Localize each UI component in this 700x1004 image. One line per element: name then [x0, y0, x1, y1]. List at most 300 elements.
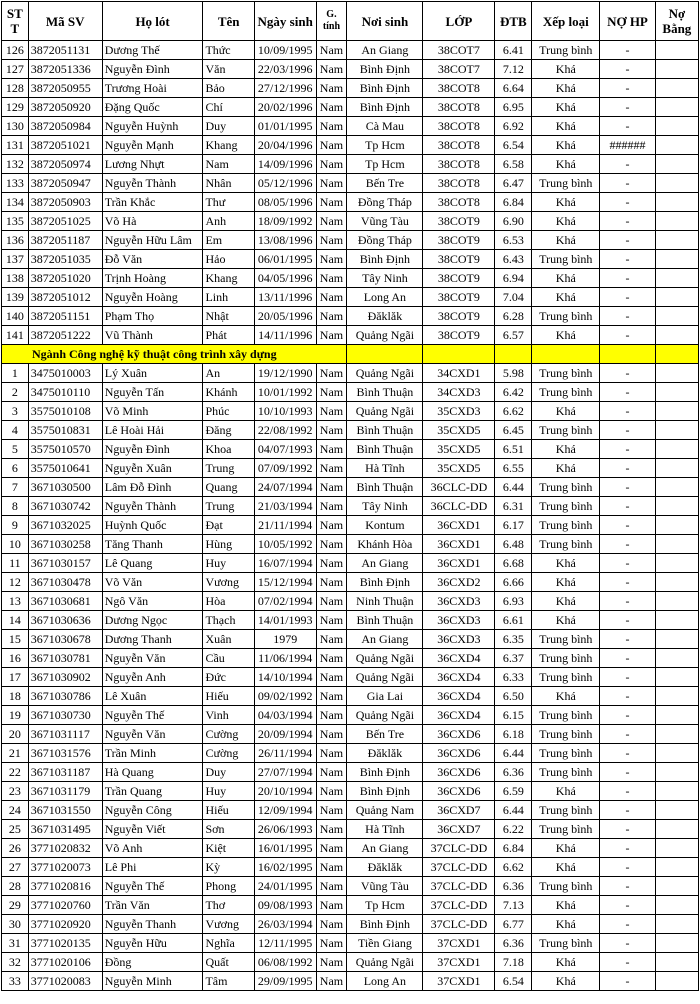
- cell-ho-lot: Lê Hoài Hải: [102, 421, 203, 440]
- table-row: [2, 972, 699, 991]
- cell-ten: Thức: [203, 41, 254, 60]
- cell-ngay-sinh: 20/04/1996: [254, 136, 316, 155]
- cell-ngay-sinh: 09/02/1992: [254, 687, 316, 706]
- cell-ngay-sinh: 20/10/1994: [254, 782, 316, 801]
- cell-no-hp: -: [600, 231, 656, 250]
- cell-stt: 28: [2, 877, 29, 896]
- cell-noi-sinh: Bình Định: [347, 915, 423, 934]
- cell-ho-lot: Đỗ Văn: [102, 250, 203, 269]
- cell-ten: Hòa: [203, 592, 254, 611]
- cell-ho-lot: Nguyễn Đình: [102, 440, 203, 459]
- cell-noi-sinh: Khánh Hòa: [347, 535, 423, 554]
- cell-ten: Nam: [203, 155, 254, 174]
- cell-dtb: 6.45: [495, 421, 532, 440]
- cell-lop: 36CXD6: [423, 725, 495, 744]
- cell-no-bang: [655, 269, 698, 288]
- cell-no-bang: [655, 972, 698, 991]
- cell-ten: Linh: [203, 288, 254, 307]
- table-row: [2, 497, 699, 516]
- table-row: [2, 231, 699, 250]
- cell-dtb: 7.12: [495, 60, 532, 79]
- cell-noi-sinh: An Giang: [347, 554, 423, 573]
- cell-lop: 37CXD1: [423, 934, 495, 953]
- cell-lop: 36CXD6: [423, 763, 495, 782]
- cell-no-bang: [655, 877, 698, 896]
- cell-no-bang: [655, 744, 698, 763]
- cell-ngay-sinh: 27/07/1994: [254, 763, 316, 782]
- cell-ma-sv: 3671030902: [28, 668, 102, 687]
- cell-no-bang: [655, 79, 698, 98]
- cell-lop: 36CLC-DD: [423, 478, 495, 497]
- cell-xep-loai: Trung bình: [532, 478, 600, 497]
- header-ma-sv: Mã SV: [28, 2, 102, 41]
- cell-lop: 38COT8: [423, 79, 495, 98]
- cell-lop: 34CXD3: [423, 383, 495, 402]
- cell-stt: 138: [2, 269, 29, 288]
- cell-no-bang: [655, 326, 698, 345]
- table-row: [2, 117, 699, 136]
- cell-no-hp: -: [600, 440, 656, 459]
- table-row: [2, 364, 699, 383]
- cell-ho-lot: Nguyễn Văn: [102, 649, 203, 668]
- cell-noi-sinh: Tây Ninh: [347, 497, 423, 516]
- cell-xep-loai: Khá: [532, 459, 600, 478]
- cell-noi-sinh: Long An: [347, 288, 423, 307]
- cell-ma-sv: 3872051151: [28, 307, 102, 326]
- cell-dtb: 6.84: [495, 839, 532, 858]
- cell-ma-sv: 3771020760: [28, 896, 102, 915]
- cell-xep-loai: Khá: [532, 98, 600, 117]
- cell-ho-lot: Nguyễn Viết: [102, 820, 203, 839]
- cell-ngay-sinh: 15/12/1994: [254, 573, 316, 592]
- cell-noi-sinh: Bình Thuận: [347, 611, 423, 630]
- cell-stt: 24: [2, 801, 29, 820]
- cell-no-bang: [655, 611, 698, 630]
- cell-ho-lot: Nguyễn Mạnh: [102, 136, 203, 155]
- cell-lop: 35CXD5: [423, 459, 495, 478]
- table-body-top: [2, 41, 699, 345]
- cell-dtb: 6.62: [495, 402, 532, 421]
- cell-ngay-sinh: 10/10/1993: [254, 402, 316, 421]
- header-dtb: ĐTB: [495, 2, 532, 41]
- student-table: [1, 1, 699, 991]
- table-row: [2, 421, 699, 440]
- table-row: [2, 611, 699, 630]
- cell-ma-sv: 3771020920: [28, 915, 102, 934]
- cell-ho-lot: Võ Minh: [102, 402, 203, 421]
- cell-dtb: 6.47: [495, 174, 532, 193]
- cell-dtb: 6.35: [495, 630, 532, 649]
- cell-xep-loai: Khá: [532, 326, 600, 345]
- cell-stt: 5: [2, 440, 29, 459]
- cell-noi-sinh: Bình Thuận: [347, 478, 423, 497]
- cell-gioi-tinh: Nam: [316, 497, 347, 516]
- cell-ma-sv: 3475010003: [28, 364, 102, 383]
- cell-dtb: 6.59: [495, 782, 532, 801]
- cell-gioi-tinh: Nam: [316, 611, 347, 630]
- table-row: [2, 801, 699, 820]
- cell-ten: Văn: [203, 60, 254, 79]
- cell-no-bang: [655, 117, 698, 136]
- cell-no-hp: -: [600, 877, 656, 896]
- cell-ho-lot: Nguyễn Minh: [102, 972, 203, 991]
- cell-ho-lot: Nguyễn Thế: [102, 706, 203, 725]
- cell-xep-loai: Khá: [532, 155, 600, 174]
- cell-gioi-tinh: Nam: [316, 383, 347, 402]
- cell-xep-loai: Trung bình: [532, 307, 600, 326]
- cell-ten: Khang: [203, 269, 254, 288]
- cell-ngay-sinh: 10/05/1992: [254, 535, 316, 554]
- cell-no-hp: -: [600, 41, 656, 60]
- cell-noi-sinh: Bến Tre: [347, 174, 423, 193]
- cell-no-bang: [655, 915, 698, 934]
- cell-ho-lot: Dương Thanh: [102, 630, 203, 649]
- cell-noi-sinh: Bình Định: [347, 79, 423, 98]
- cell-ten: Cường: [203, 744, 254, 763]
- cell-no-hp: -: [600, 782, 656, 801]
- cell-noi-sinh: Hà Tĩnh: [347, 459, 423, 478]
- table-row: [2, 478, 699, 497]
- cell-ho-lot: Lê Xuân: [102, 687, 203, 706]
- cell-no-bang: [655, 383, 698, 402]
- cell-ma-sv: 3771020083: [28, 972, 102, 991]
- cell-ma-sv: 3671030157: [28, 554, 102, 573]
- cell-ho-lot: Vũ Thành: [102, 326, 203, 345]
- cell-dtb: 6.17: [495, 516, 532, 535]
- cell-no-hp: -: [600, 630, 656, 649]
- cell-ho-lot: Nguyễn Hữu: [102, 934, 203, 953]
- cell-gioi-tinh: Nam: [316, 212, 347, 231]
- cell-ten: Cường: [203, 725, 254, 744]
- cell-noi-sinh: Kontum: [347, 516, 423, 535]
- cell-stt: 17: [2, 668, 29, 687]
- cell-stt: 131: [2, 136, 29, 155]
- cell-stt: 139: [2, 288, 29, 307]
- cell-no-bang: [655, 307, 698, 326]
- cell-noi-sinh: Bình Định: [347, 98, 423, 117]
- table-row: [2, 573, 699, 592]
- table-row: [2, 687, 699, 706]
- cell-stt: 29: [2, 896, 29, 915]
- cell-ngay-sinh: 22/08/1992: [254, 421, 316, 440]
- cell-ma-sv: 3771020135: [28, 934, 102, 953]
- cell-ho-lot: Lê Quang: [102, 554, 203, 573]
- cell-no-bang: [655, 364, 698, 383]
- cell-no-bang: [655, 535, 698, 554]
- cell-ngay-sinh: 26/11/1994: [254, 744, 316, 763]
- cell-dtb: 6.15: [495, 706, 532, 725]
- cell-no-bang: [655, 459, 698, 478]
- cell-noi-sinh: Quảng Ngãi: [347, 364, 423, 383]
- table-row: [2, 839, 699, 858]
- cell-ma-sv: 3671030258: [28, 535, 102, 554]
- cell-no-bang: [655, 402, 698, 421]
- cell-stt: 8: [2, 497, 29, 516]
- cell-dtb: 6.84: [495, 193, 532, 212]
- table-row: [2, 877, 699, 896]
- header-no-bang: Nợ Bằng: [655, 2, 698, 41]
- cell-ho-lot: Đặng Quốc: [102, 98, 203, 117]
- cell-gioi-tinh: Nam: [316, 744, 347, 763]
- cell-ma-sv: 3671030786: [28, 687, 102, 706]
- header-no-hp: NỢ HP: [600, 2, 656, 41]
- cell-ma-sv: 3872051131: [28, 41, 102, 60]
- cell-dtb: 6.18: [495, 725, 532, 744]
- cell-lop: 37CLC-DD: [423, 915, 495, 934]
- cell-ten: Nghĩa: [203, 934, 254, 953]
- cell-ten: Vinh: [203, 706, 254, 725]
- cell-gioi-tinh: Nam: [316, 41, 347, 60]
- cell-ma-sv: 3671030781: [28, 649, 102, 668]
- cell-ten: Kiệt: [203, 839, 254, 858]
- cell-ten: Duy: [203, 763, 254, 782]
- cell-lop: 35CXD5: [423, 440, 495, 459]
- cell-gioi-tinh: Nam: [316, 801, 347, 820]
- cell-ho-lot: Nguyễn Thành: [102, 174, 203, 193]
- table-row: [2, 79, 699, 98]
- cell-ma-sv: 3671031187: [28, 763, 102, 782]
- cell-stt: 9: [2, 516, 29, 535]
- cell-ma-sv: 3671030500: [28, 478, 102, 497]
- cell-lop: 36CXD2: [423, 573, 495, 592]
- section-header-row: [2, 345, 699, 364]
- cell-ten: Cầu: [203, 649, 254, 668]
- cell-no-hp: -: [600, 497, 656, 516]
- cell-xep-loai: Trung bình: [532, 725, 600, 744]
- cell-stt: 27: [2, 858, 29, 877]
- cell-no-bang: [655, 193, 698, 212]
- cell-stt: 13: [2, 592, 29, 611]
- cell-dtb: 6.95: [495, 98, 532, 117]
- cell-no-bang: [655, 630, 698, 649]
- table-row: [2, 782, 699, 801]
- table-row: [2, 269, 699, 288]
- cell-dtb: 6.22: [495, 820, 532, 839]
- cell-lop: 38COT8: [423, 136, 495, 155]
- cell-no-hp: -: [600, 858, 656, 877]
- section-cell-no-hp: [600, 345, 656, 364]
- table-row: [2, 440, 699, 459]
- cell-gioi-tinh: Nam: [316, 934, 347, 953]
- cell-ma-sv: 3575010641: [28, 459, 102, 478]
- cell-no-bang: [655, 839, 698, 858]
- cell-dtb: 7.13: [495, 896, 532, 915]
- cell-stt: 15: [2, 630, 29, 649]
- cell-lop: 38COT9: [423, 326, 495, 345]
- cell-lop: 35CXD5: [423, 421, 495, 440]
- cell-gioi-tinh: Nam: [316, 440, 347, 459]
- cell-no-bang: [655, 155, 698, 174]
- cell-xep-loai: Khá: [532, 782, 600, 801]
- cell-no-hp: -: [600, 421, 656, 440]
- table-row: [2, 402, 699, 421]
- cell-stt: 30: [2, 915, 29, 934]
- cell-ten: Khang: [203, 136, 254, 155]
- cell-stt: 133: [2, 174, 29, 193]
- table-row: [2, 953, 699, 972]
- cell-lop: 34CXD1: [423, 364, 495, 383]
- cell-no-bang: [655, 421, 698, 440]
- cell-ma-sv: 3872050920: [28, 98, 102, 117]
- cell-lop: 37CLC-DD: [423, 896, 495, 915]
- cell-no-hp: -: [600, 516, 656, 535]
- cell-no-hp: -: [600, 402, 656, 421]
- cell-no-bang: [655, 668, 698, 687]
- cell-no-hp: -: [600, 193, 656, 212]
- cell-xep-loai: Trung bình: [532, 649, 600, 668]
- cell-ngay-sinh: 24/01/1995: [254, 877, 316, 896]
- cell-xep-loai: Trung bình: [532, 630, 600, 649]
- cell-no-hp: -: [600, 611, 656, 630]
- cell-no-hp: -: [600, 668, 656, 687]
- cell-dtb: 6.68: [495, 554, 532, 573]
- cell-lop: 36CXD7: [423, 801, 495, 820]
- cell-xep-loai: Khá: [532, 402, 600, 421]
- cell-stt: 32: [2, 953, 29, 972]
- cell-noi-sinh: Bình Thuận: [347, 383, 423, 402]
- cell-lop: 36CXD4: [423, 668, 495, 687]
- header-gioi-tinh: G. tính: [316, 2, 347, 41]
- cell-noi-sinh: Ninh Thuận: [347, 592, 423, 611]
- table-row: [2, 288, 699, 307]
- cell-gioi-tinh: Nam: [316, 668, 347, 687]
- cell-ten: Phong: [203, 877, 254, 896]
- cell-no-bang: [655, 440, 698, 459]
- cell-dtb: 6.36: [495, 934, 532, 953]
- cell-ma-sv: 3575010831: [28, 421, 102, 440]
- cell-dtb: 6.36: [495, 763, 532, 782]
- cell-dtb: 7.04: [495, 288, 532, 307]
- cell-ngay-sinh: 16/07/1994: [254, 554, 316, 573]
- cell-ngay-sinh: 26/03/1994: [254, 915, 316, 934]
- cell-dtb: 5.98: [495, 364, 532, 383]
- cell-ho-lot: Nguyễn Thành: [102, 497, 203, 516]
- cell-ho-lot: Nguyễn Xuân: [102, 459, 203, 478]
- cell-ngay-sinh: 06/08/1992: [254, 953, 316, 972]
- cell-dtb: 6.41: [495, 41, 532, 60]
- cell-xep-loai: Khá: [532, 573, 600, 592]
- section-cell-dtb: [495, 345, 532, 364]
- cell-ho-lot: Nguyễn Tấn: [102, 383, 203, 402]
- cell-noi-sinh: Hà Tĩnh: [347, 820, 423, 839]
- cell-lop: 36CXD1: [423, 535, 495, 554]
- cell-dtb: 6.33: [495, 668, 532, 687]
- cell-gioi-tinh: Nam: [316, 839, 347, 858]
- cell-no-hp: -: [600, 820, 656, 839]
- cell-ngay-sinh: 13/11/1996: [254, 288, 316, 307]
- cell-gioi-tinh: Nam: [316, 174, 347, 193]
- cell-xep-loai: Trung bình: [532, 763, 600, 782]
- cell-ma-sv: 3872051012: [28, 288, 102, 307]
- cell-stt: 16: [2, 649, 29, 668]
- cell-no-hp: -: [600, 592, 656, 611]
- table-row: [2, 136, 699, 155]
- cell-xep-loai: Trung bình: [532, 877, 600, 896]
- cell-xep-loai: Trung bình: [532, 364, 600, 383]
- cell-no-hp: -: [600, 649, 656, 668]
- cell-ten: Hiếu: [203, 687, 254, 706]
- cell-dtb: 6.62: [495, 858, 532, 877]
- cell-gioi-tinh: Nam: [316, 459, 347, 478]
- cell-xep-loai: Khá: [532, 592, 600, 611]
- cell-no-bang: [655, 288, 698, 307]
- cell-ho-lot: Phạm Thọ: [102, 307, 203, 326]
- cell-ten: Kỳ: [203, 858, 254, 877]
- cell-lop: 36CXD1: [423, 554, 495, 573]
- cell-ma-sv: 3872050903: [28, 193, 102, 212]
- cell-dtb: 6.94: [495, 269, 532, 288]
- cell-ten: Huy: [203, 782, 254, 801]
- table-row: [2, 535, 699, 554]
- cell-dtb: 6.50: [495, 687, 532, 706]
- cell-noi-sinh: Vũng Tàu: [347, 877, 423, 896]
- cell-dtb: 6.54: [495, 972, 532, 991]
- cell-ngay-sinh: 11/06/1994: [254, 649, 316, 668]
- cell-ma-sv: 3872051021: [28, 136, 102, 155]
- cell-ma-sv: 3872051020: [28, 269, 102, 288]
- header-xep-loai: Xếp loại: [532, 2, 600, 41]
- cell-ngay-sinh: 10/01/1992: [254, 383, 316, 402]
- cell-gioi-tinh: Nam: [316, 535, 347, 554]
- cell-stt: 127: [2, 60, 29, 79]
- table-row: [2, 307, 699, 326]
- cell-ma-sv: 3872051035: [28, 250, 102, 269]
- section-cell-noi-sinh: [347, 345, 423, 364]
- cell-stt: 6: [2, 459, 29, 478]
- cell-no-hp: -: [600, 839, 656, 858]
- cell-no-bang: [655, 212, 698, 231]
- cell-dtb: 6.58: [495, 155, 532, 174]
- cell-stt: 33: [2, 972, 29, 991]
- cell-ma-sv: 3872051025: [28, 212, 102, 231]
- cell-dtb: 6.43: [495, 250, 532, 269]
- cell-ten: Thơ: [203, 896, 254, 915]
- cell-no-bang: [655, 478, 698, 497]
- cell-no-bang: [655, 497, 698, 516]
- cell-gioi-tinh: Nam: [316, 516, 347, 535]
- cell-ngay-sinh: 04/07/1993: [254, 440, 316, 459]
- cell-ten: Nhật: [203, 307, 254, 326]
- cell-xep-loai: Trung bình: [532, 801, 600, 820]
- cell-no-bang: [655, 98, 698, 117]
- cell-noi-sinh: Đăklăk: [347, 307, 423, 326]
- cell-no-hp: -: [600, 459, 656, 478]
- cell-dtb: 6.31: [495, 497, 532, 516]
- cell-dtb: 6.44: [495, 478, 532, 497]
- cell-lop: 38COT9: [423, 250, 495, 269]
- table-row: [2, 459, 699, 478]
- table-row: [2, 744, 699, 763]
- cell-lop: 36CXD3: [423, 592, 495, 611]
- cell-lop: 36CXD4: [423, 687, 495, 706]
- cell-xep-loai: Khá: [532, 440, 600, 459]
- cell-dtb: 6.54: [495, 136, 532, 155]
- cell-no-hp: -: [600, 79, 656, 98]
- cell-dtb: 6.36: [495, 877, 532, 896]
- cell-noi-sinh: Đăklăk: [347, 744, 423, 763]
- cell-dtb: 6.92: [495, 117, 532, 136]
- cell-ma-sv: 3671032025: [28, 516, 102, 535]
- cell-xep-loai: Trung bình: [532, 820, 600, 839]
- cell-gioi-tinh: Nam: [316, 592, 347, 611]
- cell-ma-sv: 3671031117: [28, 725, 102, 744]
- cell-ho-lot: Đồng: [102, 953, 203, 972]
- cell-gioi-tinh: Nam: [316, 231, 347, 250]
- cell-no-bang: [655, 250, 698, 269]
- table-row: [2, 668, 699, 687]
- cell-noi-sinh: Bình Thuận: [347, 421, 423, 440]
- cell-stt: 3: [2, 402, 29, 421]
